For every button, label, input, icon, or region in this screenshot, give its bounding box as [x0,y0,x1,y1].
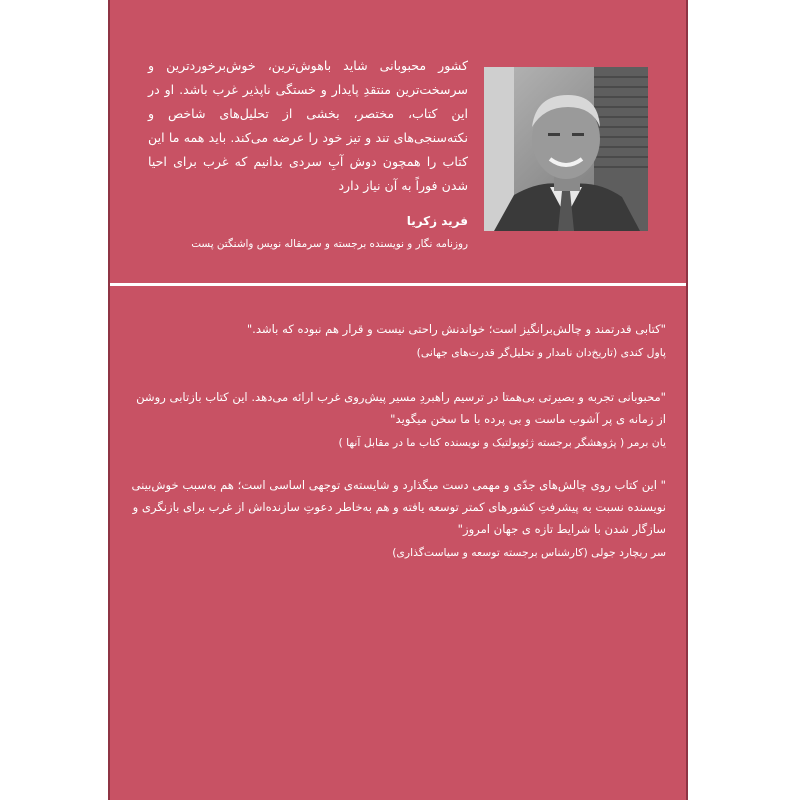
review-quote: " این کتاب روی چالش‌های جدّی و مهمی دست میگذارد و شایسته‌ی توجهی اساسی است؛ هم به‌سبب خوش‌بینی نویسنده نسبت به پیشرفتِ کشورهای کمتر توسعه یافته و هم به‌خاطر دعوتِ سازنده‌اش از غرب برای بازنگری و سازگار شدن با شرایط تازه ی جهان امروز" [131,478,666,536]
review-block [130,474,666,564]
divider-line [110,283,686,286]
author-photo [484,67,648,231]
review-quote: "محبوبانی تجربه و بصیرتی بی‌همتا در ترسیم راهبردِ مسیر پیش‌روی غرب ارائه می‌دهد. این کتاب بازتابی روشن از زمانه ی پر آشوب ماست و بی پرده با ما سخن میگوید" [136,390,666,426]
review-quote: "کتابی قدرتمند و چالش‌برانگیز است؛ خواندنش راحتی نیست و قرار هم نبوده که باشد." [246,322,666,336]
review-block [130,318,666,364]
featured-author-role: روزنامه نگار و نویسنده برجسته و سرمقاله نویس واشنگتن پست [191,238,468,250]
review-block [130,386,666,454]
back-cover [108,0,688,800]
review-attribution: یان برمر ( پژوهشگر برجسته ژئوپولتیک و نویسنده کتاب ما در مقابل آنها ) [338,436,666,449]
featured-author-name: فرید زکریا [406,214,468,228]
review-attribution: پاول کندی (تاریخ‌دان نامدار و تحلیل‌گر قدرت‌های جهانی) [416,346,666,359]
portrait-image [484,67,648,231]
featured-quote: کشور محبوبانی شاید باهوش‌ترین، خوش‌برخوردترین و سرسخت‌ترین منتقدِ پایدار و خستگی ناپذیر غرب باشد. او در این کتاب، مختصر، بخشی از تحلیل‌های شاخص و نکته‌سنجی‌های تند و تیز خود را عرضه می‌کند. باید همه ما این کتاب را همچون دوش آبِ سردی بدانیم که غرب برای احیا شدن فوراً به آن نیاز دارد [148,58,468,193]
review-attribution: سر ریچارد جولی (کارشناس برجسته توسعه و سیاست‌گذاری) [392,546,666,559]
